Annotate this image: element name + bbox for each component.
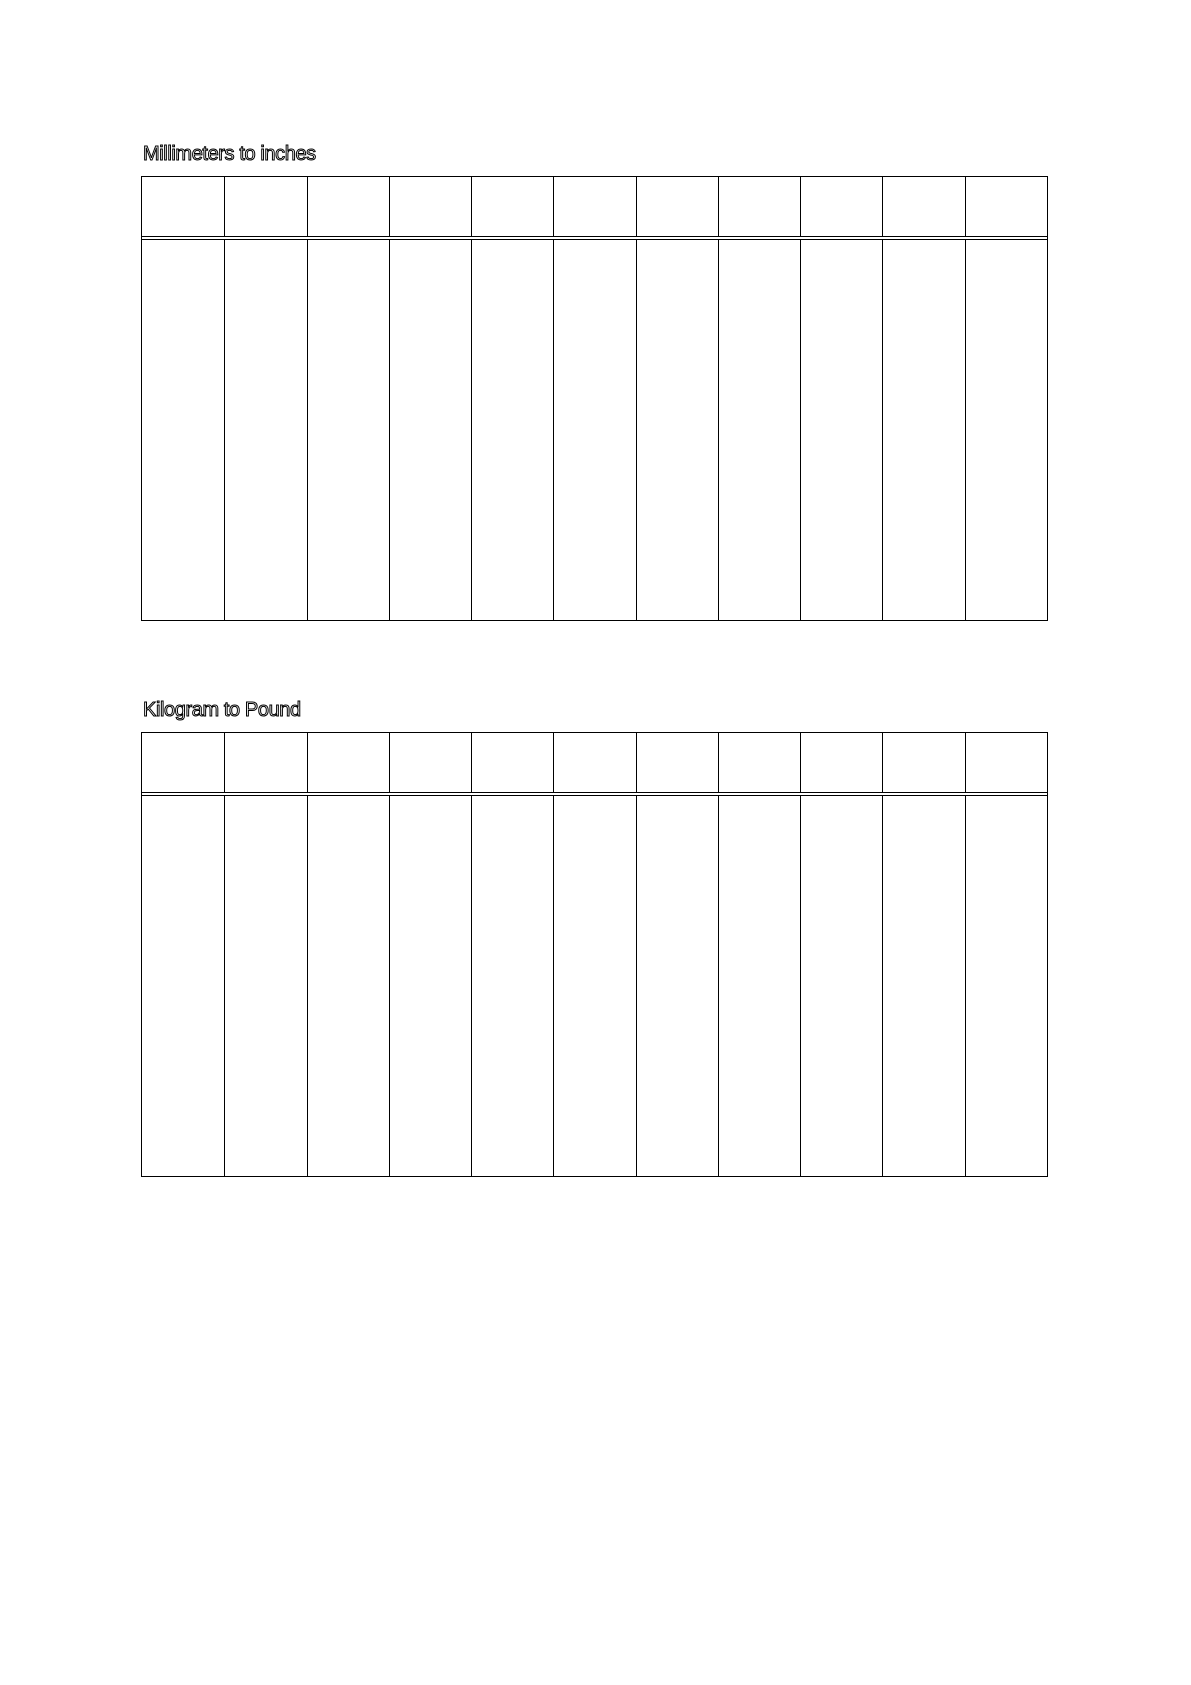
table-header-row [142, 733, 1047, 793]
column-divider [224, 177, 225, 237]
column-divider [718, 796, 719, 1176]
column-header [307, 733, 389, 793]
column-header [882, 733, 964, 793]
column-divider [389, 177, 390, 237]
column-divider [389, 796, 390, 1176]
column-header [718, 177, 800, 237]
column-divider [718, 240, 719, 620]
column-divider [307, 240, 308, 620]
column-divider [965, 240, 966, 620]
column-header [307, 177, 389, 237]
column-divider [882, 177, 883, 237]
column-header [636, 177, 718, 237]
column-divider [224, 733, 225, 793]
column-divider [718, 733, 719, 793]
table-body [142, 240, 1047, 620]
column-divider [800, 796, 801, 1176]
column-header [800, 733, 882, 793]
column-divider [965, 796, 966, 1176]
table-body [142, 796, 1047, 1176]
column-divider [800, 240, 801, 620]
column-divider [553, 733, 554, 793]
column-header [471, 177, 553, 237]
column-header [553, 733, 635, 793]
column-divider [553, 796, 554, 1176]
section-title: Millimeters to inches [143, 143, 316, 165]
column-divider [307, 796, 308, 1176]
column-divider [882, 240, 883, 620]
column-header [965, 177, 1047, 237]
column-divider [553, 177, 554, 237]
column-divider [882, 733, 883, 793]
column-divider [965, 177, 966, 237]
column-header [553, 177, 635, 237]
column-header [718, 733, 800, 793]
column-header [142, 733, 224, 793]
column-divider [636, 240, 637, 620]
column-divider [553, 240, 554, 620]
column-divider [224, 796, 225, 1176]
column-divider [307, 177, 308, 237]
column-divider [636, 177, 637, 237]
column-divider [800, 177, 801, 237]
column-header [224, 177, 306, 237]
column-header [471, 733, 553, 793]
column-divider [224, 240, 225, 620]
column-divider [389, 733, 390, 793]
column-header [224, 733, 306, 793]
conversion-table [141, 732, 1048, 1177]
column-divider [965, 733, 966, 793]
column-divider [636, 733, 637, 793]
section-title: Kilogram to Pound [143, 699, 301, 721]
column-divider [389, 240, 390, 620]
column-divider [471, 240, 472, 620]
table-header-row [142, 177, 1047, 237]
column-header [142, 177, 224, 237]
column-header [800, 177, 882, 237]
column-divider [718, 177, 719, 237]
column-divider [882, 796, 883, 1176]
column-header [389, 733, 471, 793]
column-divider [800, 733, 801, 793]
column-header [882, 177, 964, 237]
conversion-table [141, 176, 1048, 621]
column-divider [471, 796, 472, 1176]
column-header [389, 177, 471, 237]
column-header [965, 733, 1047, 793]
column-header [636, 733, 718, 793]
column-divider [307, 733, 308, 793]
column-divider [471, 733, 472, 793]
column-divider [471, 177, 472, 237]
column-divider [636, 796, 637, 1176]
